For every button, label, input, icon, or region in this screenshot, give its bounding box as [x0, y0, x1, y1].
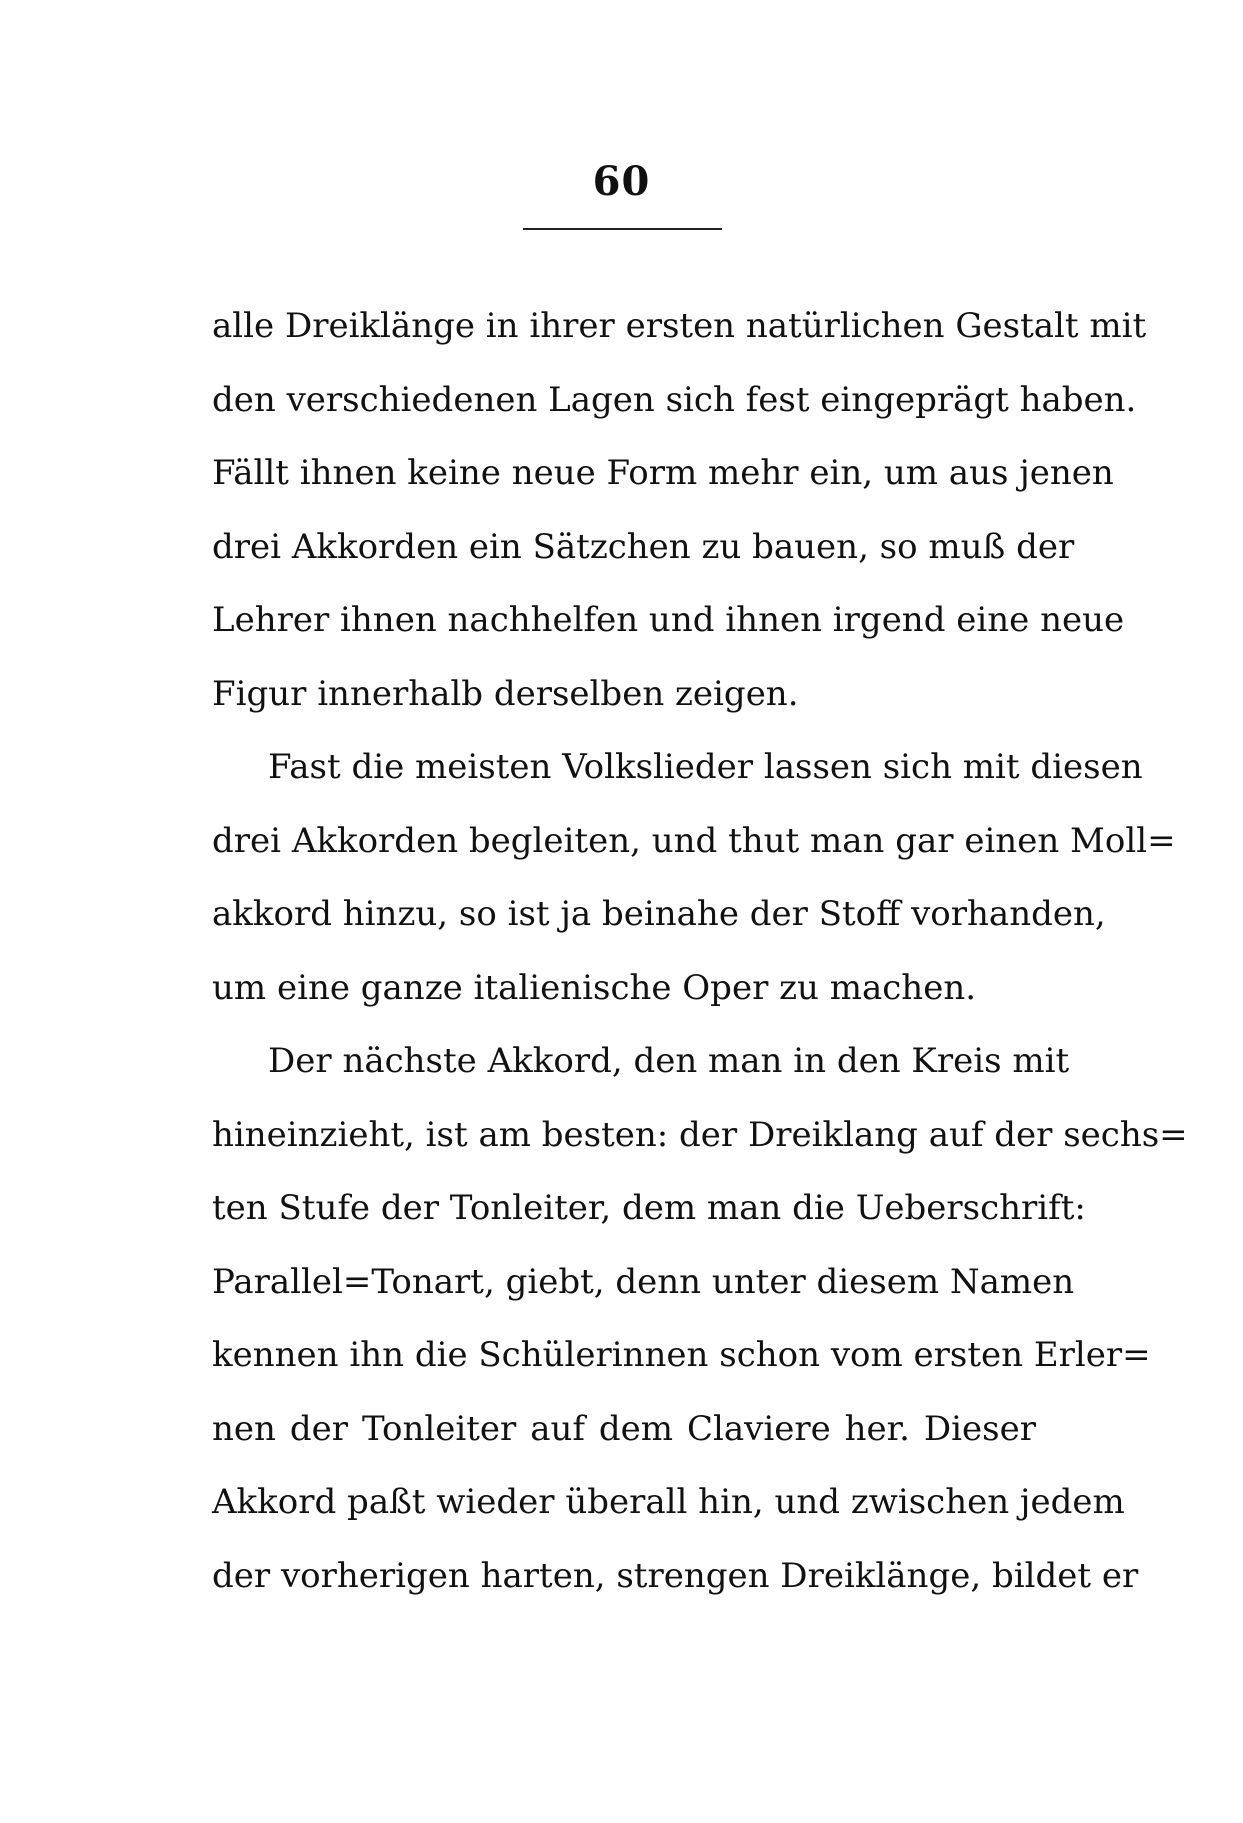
- text-line: Lehrer ihnen nachhelfen und ihnen irgend eine neue: [212, 600, 1125, 640]
- text-line: Figur innerhalb derselben zeigen.: [212, 673, 799, 714]
- text-line: hineinzieht, ist am besten: der Dreiklang auf der sechs=: [212, 1114, 1188, 1155]
- text-line: drei Akkorden ein Sätzchen zu bauen, so muß der: [212, 526, 1075, 567]
- header-rule: [523, 228, 722, 230]
- text-line: den verschiedenen Lagen sich fest eingeprägt haben.: [212, 379, 1137, 420]
- text-line: Akkord paßt wieder überall hin, und zwischen jedem: [212, 1482, 1125, 1522]
- text-line: kennen ihn die Schülerinnen schon vom ersten Erler=: [212, 1335, 1151, 1375]
- text-line: um eine ganze italienische Oper zu machen.: [212, 967, 977, 1008]
- text-line: Der nächste Akkord, den man in den Kreis mit: [268, 1041, 1070, 1081]
- body-text: [212, 290, 1188, 1613]
- text-line: akkord hinzu, so ist ja beinahe der Stoff vorhanden,: [212, 894, 1106, 934]
- text-line: ten Stufe der Tonleiter, dem man die Ueberschrift:: [212, 1188, 1086, 1228]
- text-line: Fällt ihnen keine neue Form mehr ein, um aus jenen: [212, 453, 1114, 493]
- text-line: Parallel=Tonart, giebt, denn unter diesem Namen: [212, 1261, 1075, 1302]
- text-line: drei Akkorden begleiten, und thut man gar einen Moll=: [212, 820, 1176, 861]
- text-line: alle Dreiklänge in ihrer ersten natürlichen Gestalt mit: [212, 306, 1147, 346]
- text-line: nen der Tonleiter auf dem Claviere her. Dieser: [212, 1408, 1036, 1449]
- text-line: der vorherigen harten, strengen Dreiklänge, bildet er: [212, 1555, 1139, 1596]
- text-line: Fast die meisten Volkslieder lassen sich mit diesen: [268, 747, 1143, 787]
- page-number: 60: [592, 158, 651, 205]
